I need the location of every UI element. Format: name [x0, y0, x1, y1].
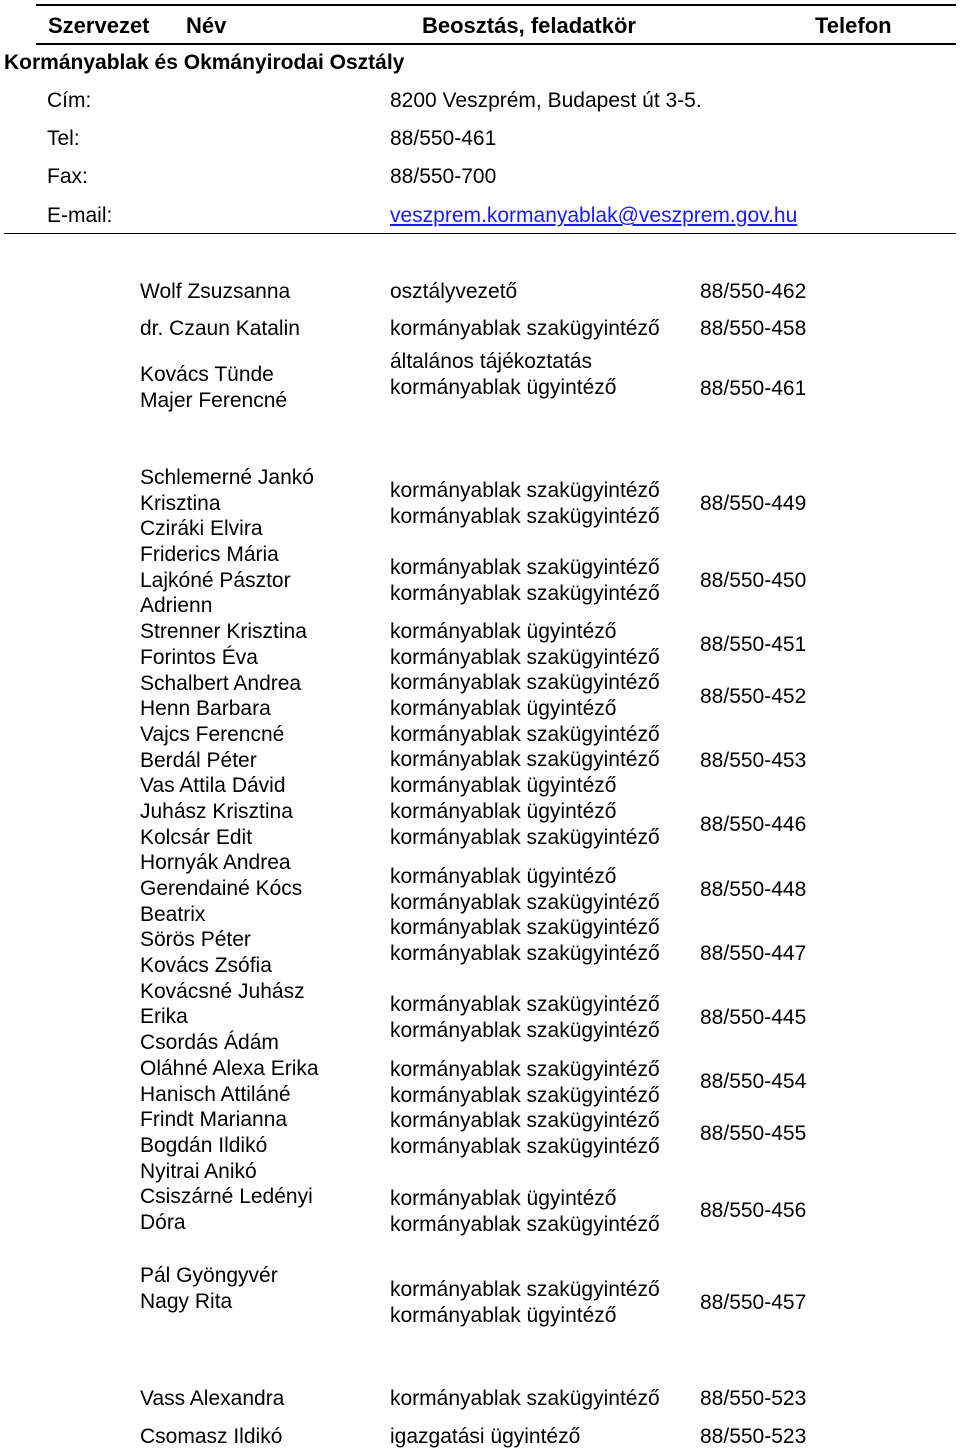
staff-role: kormányablak szakügyintéző: [390, 825, 660, 849]
staff-name: Vas Attila Dávid: [140, 774, 286, 798]
info-name: Majer Ferencné: [140, 389, 288, 412]
staff-name: Kovács Zsófia: [140, 954, 272, 978]
staff-role: kormányablak szakügyintéző: [390, 942, 660, 966]
tel-label: Tel:: [47, 127, 80, 150]
pal-group-phone: 88/550-457: [700, 1291, 807, 1314]
info-phone: 88/550-461: [700, 377, 807, 400]
staff-role: kormányablak szakügyintéző: [390, 916, 660, 940]
address-label: Cím:: [47, 89, 92, 112]
leader-role: osztályvezető: [390, 280, 518, 303]
staff-name: Schlemerné Jankó: [140, 466, 314, 489]
staff-name: Beatrix: [140, 902, 206, 926]
staff-name: Hornyák Andrea: [140, 851, 291, 875]
info-role: általános tájékoztatás: [390, 350, 592, 373]
staff-role: kormányablak szakügyintéző: [390, 722, 660, 746]
col-header-phone: Telefon: [815, 13, 892, 38]
staff-name: Nyitrai Anikó: [140, 1159, 257, 1183]
staff-name: Henn Barbara: [140, 697, 271, 721]
staff-name: Csordás Ádám: [140, 1031, 279, 1055]
staff-phone: 88/550-446: [700, 813, 807, 836]
leader-name: Wolf Zsuzsanna: [140, 280, 291, 303]
staff-roles-column: [390, 1186, 660, 1237]
leader-phone: 88/550-458: [700, 317, 807, 340]
staff-name: Vajcs Ferencné: [140, 722, 285, 746]
staff-phone: 88/550-453: [700, 749, 807, 772]
col-header-org: Szervezet: [48, 13, 150, 38]
staff-role: kormányablak szakügyintéző: [390, 479, 660, 502]
pal-group-role: kormányablak ügyintéző: [390, 1304, 617, 1327]
department-bottom-rule: [4, 233, 956, 234]
staff-role: kormányablak ügyintéző: [390, 774, 617, 798]
staff-name: Csiszárné Ledényi: [140, 1185, 313, 1209]
staff-name: Dóra: [140, 1210, 186, 1234]
tel-value: 88/550-461: [390, 127, 497, 150]
staff-phone: 88/550-448: [700, 878, 807, 901]
staff-roles-column: [390, 1057, 660, 1160]
staff-name: Berdál Péter: [140, 748, 257, 772]
leader-phone: 88/550-462: [700, 280, 807, 303]
staff-name: Kolcsár Edit: [140, 825, 253, 849]
staff-role: kormányablak szakügyintéző: [390, 1135, 660, 1159]
staff-role: kormányablak szakügyintéző: [390, 993, 660, 1016]
bottom-role: kormányablak szakügyintéző: [390, 1387, 660, 1410]
staff-role: kormányablak szakügyintéző: [390, 1018, 660, 1042]
pal-group-name: Nagy Rita: [140, 1290, 233, 1313]
staff-role: kormányablak ügyintéző: [390, 620, 617, 643]
staff-roles-column: [390, 992, 660, 1043]
pal-group-role: kormányablak szakügyintéző: [390, 1278, 660, 1301]
header-top-rule: [36, 4, 956, 6]
staff-phone: 88/550-452: [700, 685, 807, 708]
staff-roles-column: [390, 555, 660, 606]
bottom-name: Vass Alexandra: [140, 1387, 285, 1410]
staff-role: kormányablak szakügyintéző: [390, 890, 660, 914]
staff-role: kormányablak szakügyintéző: [390, 581, 660, 605]
staff-phone: 88/550-445: [700, 1006, 807, 1029]
staff-name: Oláhné Alexa Erika: [140, 1056, 319, 1080]
staff-name: Lajkóné Pásztor: [140, 568, 291, 592]
info-name: Kovács Tünde: [140, 363, 274, 386]
staff-roles-column: [390, 864, 660, 967]
leader-role: kormányablak szakügyintéző: [390, 317, 660, 340]
address-value: 8200 Veszprém, Budapest út 3-5.: [390, 89, 702, 112]
staff-name: Kovácsné Juhász: [140, 979, 305, 1003]
info-role: kormányablak ügyintéző: [390, 376, 617, 399]
staff-roles-column: [390, 478, 660, 529]
staff-phone: 88/550-450: [700, 569, 807, 592]
fax-label: Fax:: [47, 165, 88, 188]
staff-name: Erika: [140, 1005, 188, 1029]
leader-name: dr. Czaun Katalin: [140, 317, 300, 340]
staff-role: kormányablak ügyintéző: [390, 865, 617, 888]
bottom-name: Csomasz Ildikó: [140, 1425, 283, 1448]
staff-name: Krisztina: [140, 491, 221, 515]
staff-name: Frindt Marianna: [140, 1108, 288, 1132]
staff-name: Bogdán Ildikó: [140, 1133, 268, 1157]
bottom-role: igazgatási ügyintéző: [390, 1425, 581, 1448]
fax-value: 88/550-700: [390, 165, 497, 188]
staff-name: Gerendainé Kócs: [140, 877, 303, 900]
col-header-name: Név: [186, 13, 227, 38]
staff-phone: 88/550-455: [700, 1122, 807, 1145]
staff-role: kormányablak ügyintéző: [390, 697, 617, 721]
staff-role: kormányablak szakügyintéző: [390, 1083, 660, 1107]
staff-role: kormányablak szakügyintéző: [390, 1109, 660, 1133]
staff-name: Strenner Krisztina: [140, 620, 307, 644]
staff-names-column: [140, 465, 319, 1236]
staff-name: Hanisch Attiláné: [140, 1082, 291, 1106]
staff-role: kormányablak szakügyintéző: [390, 556, 660, 579]
staff-role: kormányablak szakügyintéző: [390, 1212, 660, 1236]
staff-role: kormányablak szakügyintéző: [390, 671, 660, 695]
staff-role: kormányablak ügyintéző: [390, 799, 617, 823]
staff-phone: 88/550-451: [700, 633, 807, 656]
email-link[interactable]: veszprem.kormanyablak@veszprem.gov.hu: [390, 204, 798, 227]
staff-name: Friderics Mária: [140, 543, 279, 567]
email-label: E-mail:: [47, 204, 113, 227]
bottom-phone: 88/550-523: [700, 1387, 807, 1410]
department-title: Kormányablak és Okmányirodai Osztály: [4, 51, 405, 74]
staff-name: Juhász Krisztina: [140, 799, 293, 823]
header-bottom-rule: [36, 43, 956, 45]
pal-group-name: Pál Gyöngyvér: [140, 1264, 278, 1287]
staff-name: Sörös Péter: [140, 928, 251, 952]
staff-roles-column: [390, 619, 660, 850]
staff-name: Adrienn: [140, 594, 213, 618]
staff-role: kormányablak szakügyintéző: [390, 1058, 660, 1081]
staff-role: kormányablak szakügyintéző: [390, 504, 660, 528]
staff-phone: 88/550-449: [700, 492, 807, 515]
staff-phone: 88/550-454: [700, 1070, 807, 1093]
bottom-phone: 88/550-523: [700, 1425, 807, 1448]
staff-name: Schalbert Andrea: [140, 671, 302, 695]
staff-phone: 88/550-447: [700, 942, 807, 965]
staff-name: Forintos Éva: [140, 645, 258, 669]
col-header-role: Beosztás, feladatkör: [422, 13, 636, 38]
staff-role: kormányablak szakügyintéző: [390, 748, 660, 772]
staff-phone: 88/550-456: [700, 1199, 807, 1222]
staff-role: kormányablak ügyintéző: [390, 1187, 617, 1210]
staff-name: Cziráki Elvira: [140, 517, 263, 541]
staff-role: kormányablak szakügyintéző: [390, 645, 660, 669]
